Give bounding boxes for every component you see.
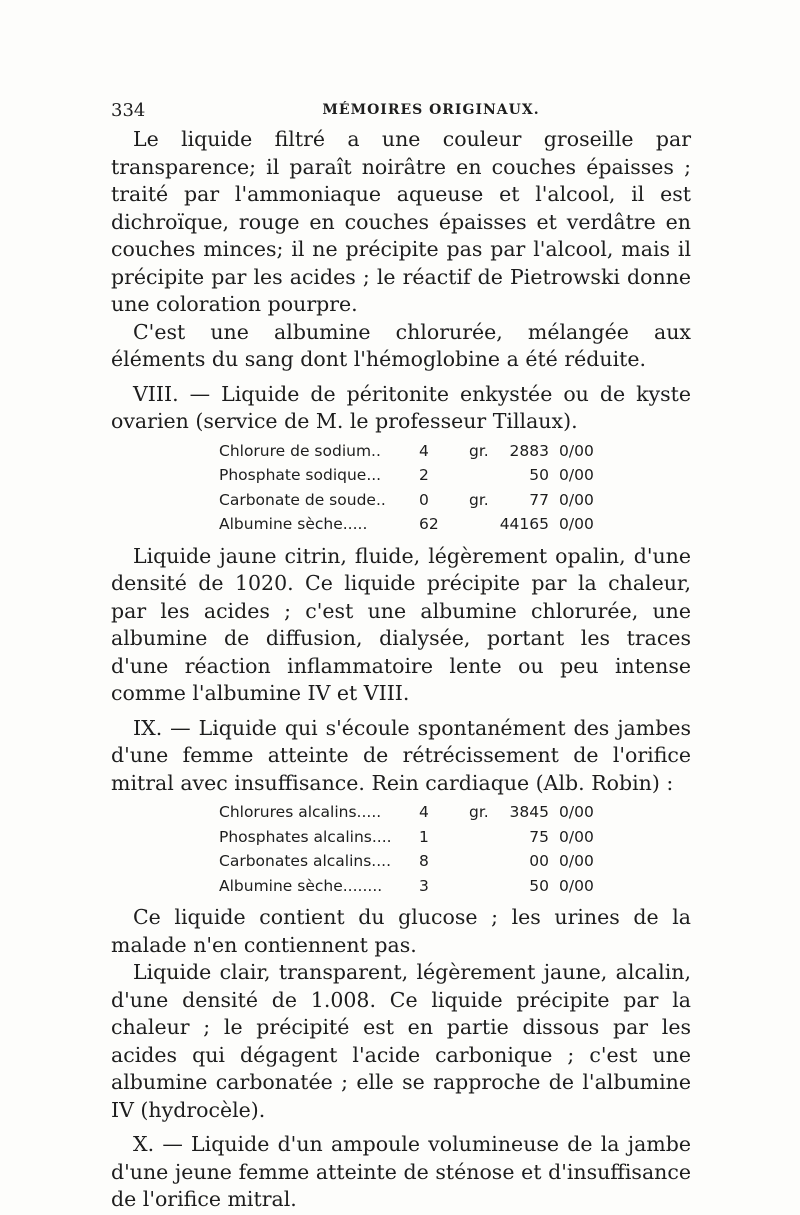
table-cell-integer: 4 — [419, 803, 429, 821]
paragraph: C'est une albumine chlorurée, mélangée aux éléments du sang dont l'hémoglobine a été réduite. — [111, 319, 691, 371]
section-viii-heading: VIII. — Liquide de péritonite enkystée ou de kyste ovarien (service de M. le professeur Tillaux). — [111, 381, 691, 433]
table-cell-label: Carbonates alcalins.... — [219, 852, 391, 870]
table-cell-unit — [469, 825, 495, 850]
paragraph: Liquide jaune citrin, fluide, légèrement opalin, d'une densité de 1020. Ce liquide précipite par la chaleur, par les acides ; c'est une albumine chlorurée, une albumine de diffusion, dialysée, portant les traces d'une réaction inflammatoire lente ou peu intense comme l'albumine IV et VIII. — [111, 543, 691, 705]
table-cell-label: Phosphates alcalins.... — [219, 827, 392, 846]
table-cell-decimal: 50 — [529, 876, 549, 895]
table-cell-permil: 0/00 — [559, 852, 594, 870]
table-cell-unit — [469, 512, 495, 537]
table-cell-decimal: 44165 — [499, 515, 549, 533]
table-cell-permil: 0/00 — [559, 803, 594, 821]
paragraph: Ce liquide contient du glucose ; les urines de la malade n'en contiennent pas. — [111, 905, 691, 957]
table-row — [219, 800, 599, 825]
table-cell-label: Carbonate de soude.. — [219, 490, 386, 509]
table-cell-permil: 0/00 — [559, 441, 594, 460]
table-cell-label: Phosphate sodique... — [219, 466, 382, 484]
composition-table-ix — [219, 800, 599, 898]
table-cell-decimal: 50 — [529, 466, 549, 484]
body-text — [111, 126, 691, 1214]
table-cell-permil: 0/00 — [559, 876, 594, 895]
table-cell-unit: gr. — [469, 803, 489, 821]
composition-table-viii — [219, 439, 599, 537]
table-cell-label: Chlorures alcalins..... — [219, 803, 382, 821]
page-number: 334 — [111, 100, 146, 121]
table-row — [219, 463, 599, 488]
table-cell-unit — [469, 849, 495, 874]
section-x-heading: X. — Liquide d'un ampoule volumineuse de la jambe d'une jeune femme atteinte de sténose et d'insuffisance de l'orifice mitral. — [111, 1132, 691, 1211]
table-cell-unit: gr. — [469, 441, 489, 460]
page-header — [111, 100, 691, 124]
table-cell-label: Chlorure de sodium.. — [219, 441, 381, 460]
table-cell-decimal: 2883 — [509, 441, 549, 460]
table-cell-permil: 0/00 — [559, 466, 594, 484]
paragraph: Liquide clair, transparent, légèrement jaune, alcalin, d'une densité de 1.008. Ce liquide précipite par la chaleur ; le précipité est en partie dissous par les acides qui dégagent l'acide carbonique ; c'est une albumine carbonatée ; elle se rapproche de l'albumine IV (hydrocèle). — [111, 960, 691, 1122]
table-cell-decimal: 77 — [529, 490, 549, 509]
table-cell-permil: 0/00 — [559, 490, 594, 509]
table-cell-integer: 0 — [419, 490, 429, 509]
table-cell-integer: 2 — [419, 466, 429, 484]
table-cell-integer: 3 — [419, 876, 429, 895]
section-ix-heading: IX. — Liquide qui s'écoule spontanément des jambes d'une femme atteinte de rétrécissement de l'orifice mitral avec insuffisance. Rein cardiaque (Alb. Robin) : — [111, 715, 691, 795]
table-row — [219, 488, 599, 513]
table-cell-unit — [469, 463, 495, 488]
table-row — [219, 849, 599, 874]
table-cell-permil: 0/00 — [559, 827, 594, 846]
table-row — [219, 512, 599, 537]
table-cell-integer: 8 — [419, 852, 429, 870]
table-cell-integer: 1 — [419, 827, 429, 846]
table-cell-unit — [469, 874, 495, 899]
table-row — [219, 874, 599, 899]
table-cell-label: Albumine sèche........ — [219, 876, 383, 895]
table-cell-decimal: 3845 — [509, 803, 549, 821]
table-cell-decimal: 00 — [529, 852, 549, 870]
table-cell-label: Albumine sèche..... — [219, 515, 368, 533]
table-cell-decimal: 75 — [529, 827, 549, 846]
table-row — [219, 439, 599, 464]
table-cell-permil: 0/00 — [559, 515, 594, 533]
table-cell-unit: gr. — [469, 490, 489, 509]
running-head: MÉMOIRES ORIGINAUX. — [322, 102, 540, 118]
table-cell-integer: 4 — [419, 441, 429, 460]
paragraph: Le liquide filtré a une couleur groseille par transparence; il paraît noirâtre en couches épaisses ; traité par l'ammoniaque aqueuse et l'alcool, il est dichroïque, rouge en couches épaisses et verdâtre en couches minces; il ne précipite pas par l'alcool, mais il précipite par les acides ; le réactif de Pietrowski donne une coloration pourpre. — [111, 127, 691, 316]
table-cell-integer: 62 — [419, 515, 439, 533]
table-row — [219, 825, 599, 850]
